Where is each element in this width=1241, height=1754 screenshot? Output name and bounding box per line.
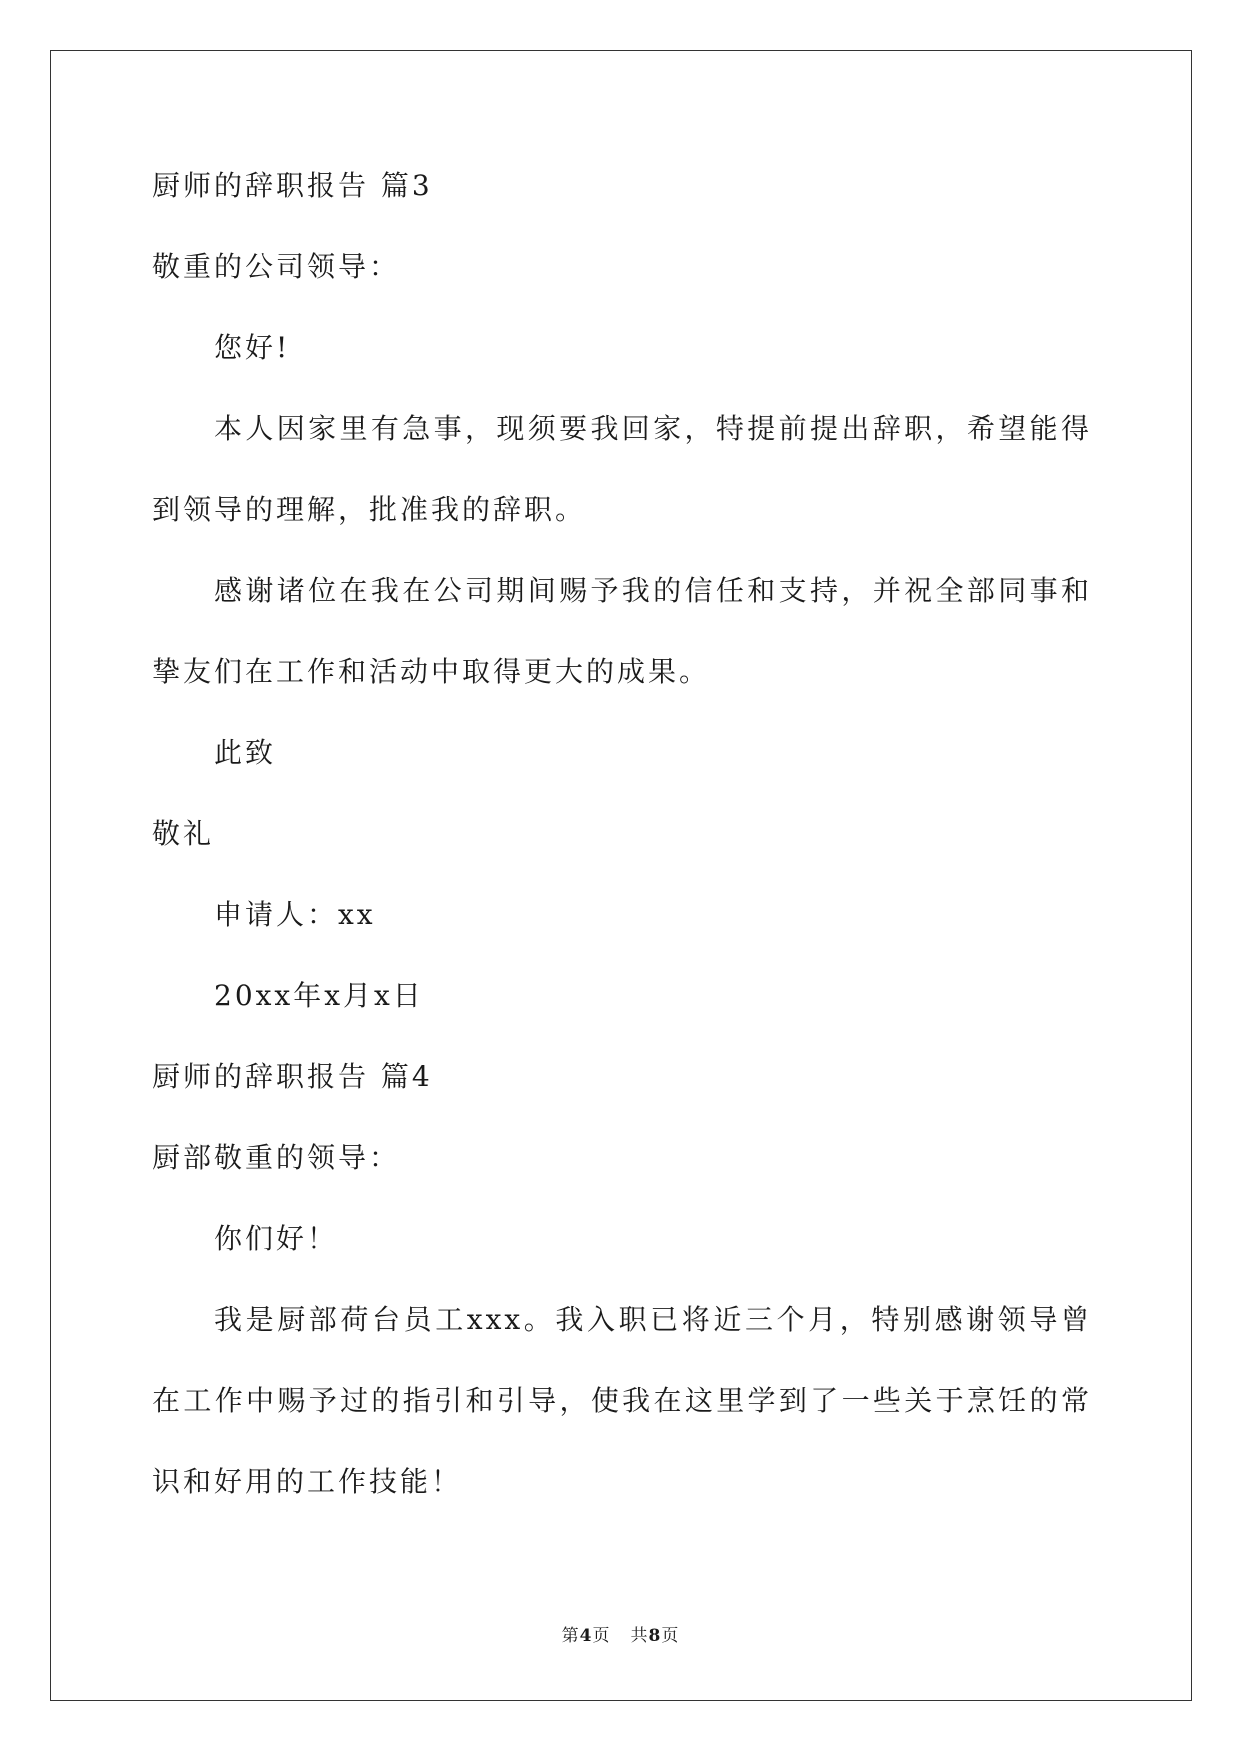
- body-paragraph: 本人因家里有急事，现须要我回家，特提前提出辞职，希望能得到领导的理解，批准我的辞职。: [152, 412, 1092, 526]
- page-suffix: 页: [592, 1626, 611, 1646]
- page-current: 4: [579, 1626, 593, 1646]
- page-footer: [0, 1624, 1241, 1648]
- closing: 此致: [214, 736, 277, 769]
- salutation: 厨部敬重的领导：: [152, 1141, 401, 1174]
- section-title-4: 厨师的辞职报告 篇4: [152, 1060, 433, 1093]
- applicant: 申请人：xx: [214, 898, 376, 931]
- document-body: [152, 168, 1092, 1522]
- page-prefix: 第: [561, 1626, 580, 1646]
- total-prefix: 共: [630, 1626, 649, 1646]
- date: 20xx年x月x日: [214, 979, 424, 1012]
- section-title-3: 厨师的辞职报告 篇3: [152, 169, 433, 202]
- body-paragraph: 我是厨部荷台员工xxx。我入职已将近三个月，特别感谢领导曾在工作中赐予过的指引和引导，使我在这里学到了一些关于烹饪的常识和好用的工作技能！: [152, 1303, 1092, 1498]
- greeting: 你们好！: [214, 1222, 339, 1255]
- total-suffix: 页: [661, 1626, 680, 1646]
- salutation: 敬重的公司领导：: [152, 250, 401, 283]
- body-paragraph: 感谢诸位在我在公司期间赐予我的信任和支持，并祝全部同事和挚友们在工作和活动中取得更大的成果。: [152, 574, 1092, 688]
- page-total: 8: [648, 1626, 662, 1646]
- closing-regards: 敬礼: [152, 817, 215, 850]
- greeting: 您好!: [214, 331, 291, 364]
